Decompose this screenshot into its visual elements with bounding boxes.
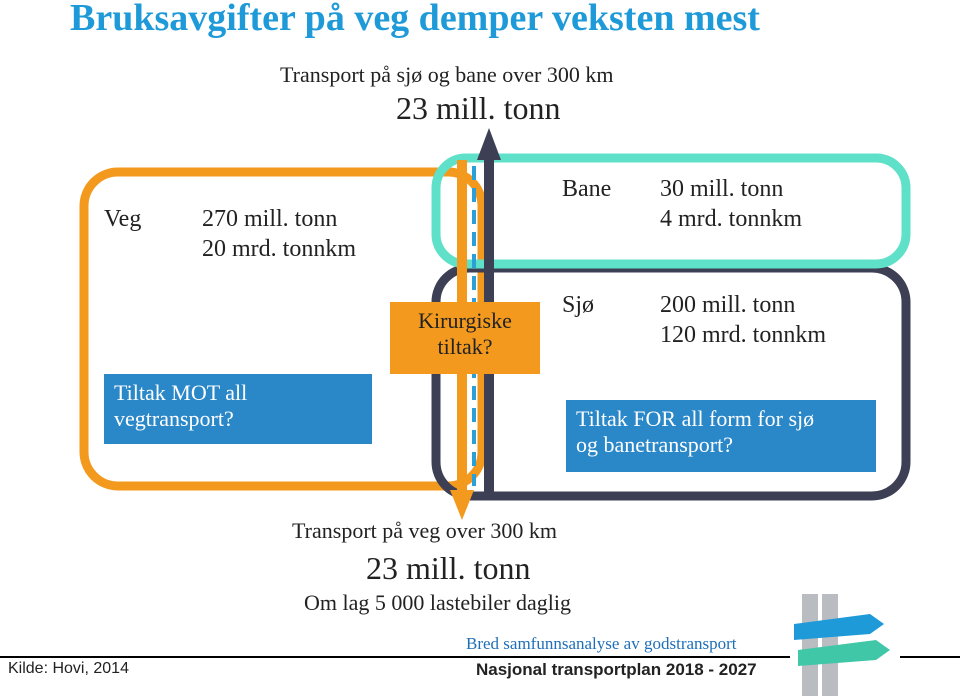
- veg-tonnkm: 20 mrd. tonnkm: [202, 236, 356, 262]
- top-transport-label: Transport på sjø og bane over 300 km: [280, 62, 614, 87]
- sjo-tonn: 200 mill. tonn: [660, 292, 796, 318]
- arrow-down-head: [450, 490, 474, 520]
- tiltak-mot-note: [104, 374, 372, 444]
- bottom-transport-note: Om lag 5 000 lastebiler daglig: [304, 590, 571, 615]
- ntp-logo: [790, 594, 900, 696]
- tiltak-mot-line2: vegtransport?: [114, 406, 234, 431]
- sjo-label: Sjø: [562, 292, 595, 318]
- top-transport-value: 23 mill. tonn: [396, 90, 561, 126]
- sjo-tonnkm: 120 mrd. tonnkm: [660, 322, 826, 348]
- veg-tonn: 270 mill. tonn: [202, 206, 338, 232]
- footer-subtitle: Bred samfunnsanalyse av godstransport: [466, 634, 737, 653]
- veg-label: Veg: [104, 206, 142, 232]
- source-label: Kilde: Hovi, 2014: [8, 660, 129, 677]
- arrow-up-head: [477, 128, 501, 160]
- tiltak-mot-line1: Tiltak MOT all: [114, 380, 248, 405]
- tiltak-for-line1: Tiltak FOR all form for sjø: [576, 406, 815, 431]
- bottom-transport-value: 23 mill. tonn: [366, 550, 531, 586]
- footer-plan: Nasjonal transportplan 2018 - 2027: [476, 660, 757, 679]
- kirurgiske-note: [390, 302, 540, 374]
- kirurgiske-line1: Kirurgiske: [418, 308, 512, 333]
- tiltak-for-note: [566, 400, 876, 472]
- bane-tonn: 30 mill. tonn: [660, 176, 784, 202]
- bottom-transport-label: Transport på veg over 300 km: [292, 518, 557, 543]
- tiltak-for-line2: og banetransport?: [576, 432, 733, 457]
- page-title: Bruksavgifter på veg demper veksten mest: [70, 0, 760, 39]
- kirurgiske-line2: tiltak?: [437, 334, 493, 359]
- bane-label: Bane: [562, 176, 612, 202]
- bane-tonnkm: 4 mrd. tonnkm: [660, 206, 802, 232]
